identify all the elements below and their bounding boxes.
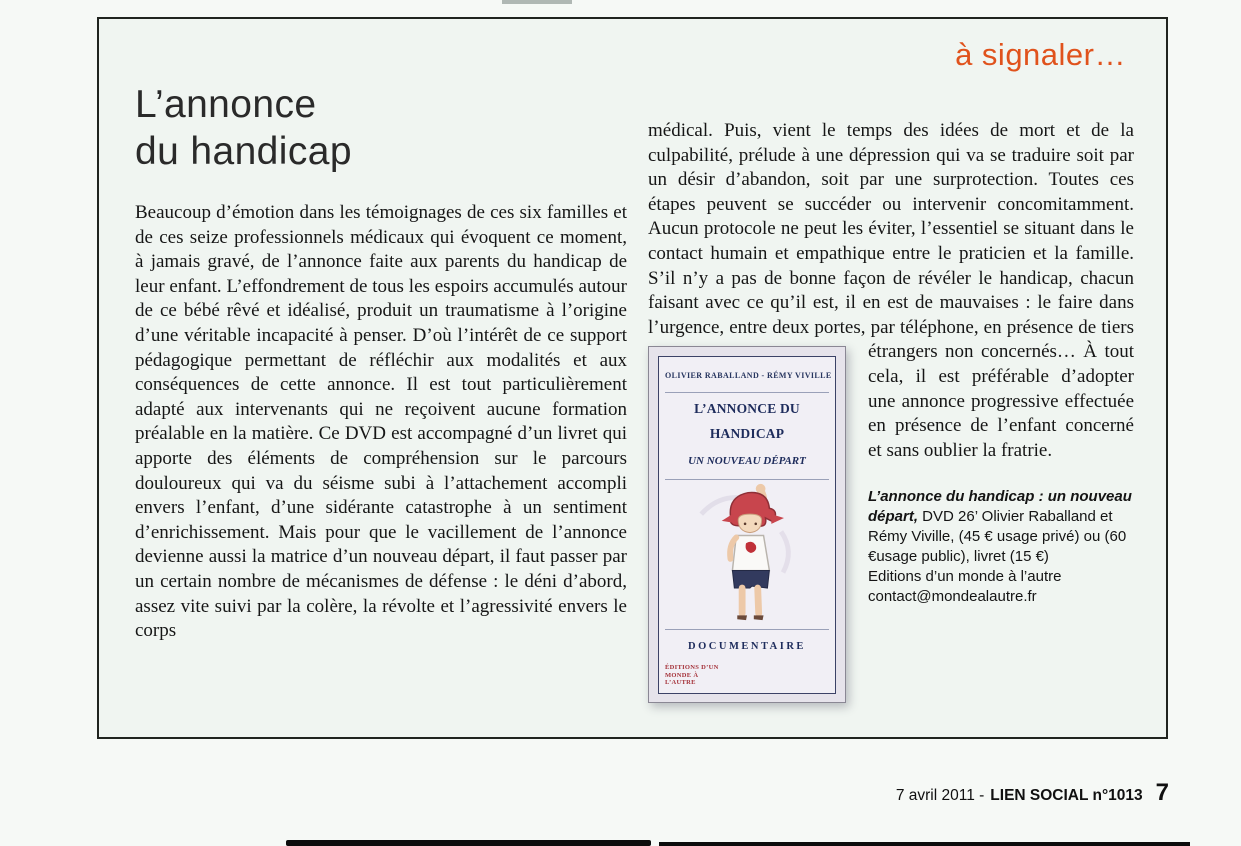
article-body-left: Beaucoup d’émotion dans les témoignages de ces six familles et de ces seize professionnels médicaux qui évoquent ce moment, à jamais gravé, de l’annonce faite aux parents du handicap de leur enfant. L’effondrement de tous les espoirs accumulés autour de ce bébé rêvé et idéalisé, produit un traumatisme à l’origine d’une véritable incapacité à penser. D’où l’intérêt de ce support pédagogique permettant de réfléchir aux modalités et aux conséquences de cette annonce. Il est tout particulièrement adapté aux intervenants qui ne reçoivent aucune formation préalable en la matière. Ce DVD est accompagné d’un livret qui apporte des éléments de compréhension sur le parcours douloureux qui va du séisme subi à l’attachement accompli envers l’enfant, d’une sidérante catastrophe à un sentiment d’enrichissement. Mais pour que le vacillement de l’annonce devienne aussi la matrice d’un nouveau départ, il faut passer par un certain nombre de mécanismes de défense : le déni d’abord, assez vite suivi par la colère, la révolte et l’agressivité envers le corps xyxy=(135,202,627,642)
caption-email: contact@mondealautre.fr xyxy=(868,588,1037,606)
caption-publisher: Editions d’un monde à l’autre xyxy=(868,568,1062,586)
section-label: à signaler… xyxy=(955,37,1126,72)
article-body-right-part2: cela, il est préférable d’adopter une annonce progressive effectuée en présence de l’enfant concerné et sans oublier la fratrie. xyxy=(868,365,1134,461)
dvd-title: L’ANNONCE DU HANDICAP xyxy=(694,400,800,441)
scan-artifact-bottom-left xyxy=(286,840,651,846)
right-column xyxy=(648,119,1134,707)
left-column xyxy=(135,201,627,644)
dvd-cover-inner xyxy=(658,356,836,693)
footer-journal: LIEN SOCIAL n°1013 xyxy=(990,787,1143,804)
article-title xyxy=(135,81,352,175)
article-title-line2: du handicap xyxy=(135,130,352,173)
article-body-right-part1: médical. Puis, vient le temps des idées de mort et de la culpabilité, prélude à une dépression qui va se traduire soit par un désir d’abandon, soit par une surprotection. Toutes ces étapes peuvent se succéder ou intervenir concomitamment. Aucun protocole ne peut les éviter, l’essentiel se situant dans le contact humain et empathique entre le praticien et la famille. S’il n’y a pas de bonne façon de révéler le handicap, chacun faisant avec ce qu’il est, il en est de mauvaises : le faire dans l’urgence, entre deux portes, par téléphone, en présence de tiers étrangers non concernés… À tout xyxy=(648,120,1134,363)
article-frame xyxy=(97,17,1168,739)
page-number: 7 xyxy=(1155,779,1169,806)
article-title-line1: L’annonce xyxy=(135,83,317,126)
dvd-cover-figure xyxy=(648,346,846,702)
page-footer xyxy=(896,779,1169,807)
dvd-cover xyxy=(648,346,846,702)
dvd-authors: OLIVIER RABALLAND - RÉMY VIVILLE xyxy=(665,364,829,393)
scan-artifact-bottom-right xyxy=(659,842,1190,846)
dvd-caption xyxy=(868,487,1134,607)
caption-title: L’annonce du handicap : un nouveau départ, xyxy=(868,488,1132,526)
footer-date: 7 avril 2011 - xyxy=(895,787,985,804)
dvd-subtitle: UN NOUVEAU DÉPART xyxy=(665,449,829,480)
dvd-publisher-logo: ÉDITIONS D’UN MONDE À L’AUTRE xyxy=(665,664,719,687)
caption-details: DVD 26’ Olivier Raballand et Rémy Viville, (45 € usage privé) ou (60 €usage public), livret (15 €) xyxy=(868,508,1127,566)
scan-artifact-top xyxy=(502,0,572,4)
dvd-illustration xyxy=(665,480,829,628)
dvd-genre: DOCUMENTAIRE xyxy=(665,629,829,660)
